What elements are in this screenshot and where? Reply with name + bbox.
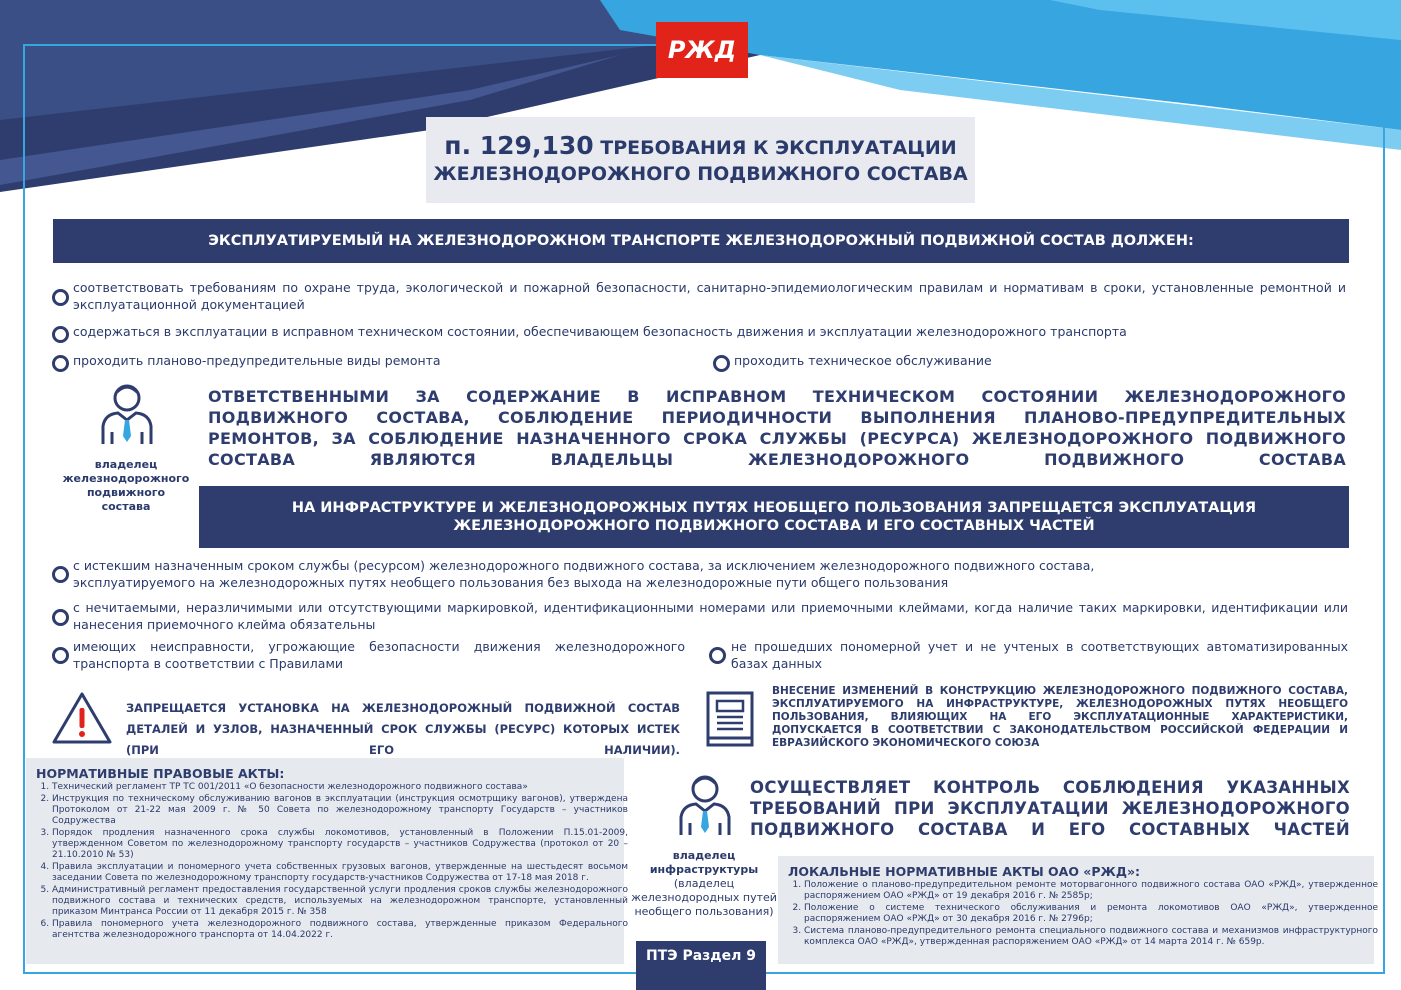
local-act-item: 3. Система планово-предупредительного ремонта специального подвижного состава и механизмов инфраструктурного комплекса ОАО «РЖД», утвержденная распоряжением ОАО «РЖД» от 14 марта 2014 г. № 659р. [804,926,1378,948]
warning-icon [50,690,114,746]
local-act-item: 2. Положение о системе технического обслуживания и ремонта локомотивов ОАО «РЖД», утвержденное распоряжением ОАО «РЖД» от 30 декабря 2016 г. № 2796р; [804,903,1378,925]
legal-acts-box [26,758,628,964]
legal-act-item: 5. Административный регламент предоставления государственной услуги продления сроков службы железнодорожного подвижного состава и технических средств, используемых на железнодорожном транспорте, установленный приказом Минтранса России от 11 декабря 2015 г. № 358 [52,885,628,918]
title-line1-rest: ТРЕБОВАНИЯ К ЭКСПЛУАТАЦИИ [593,137,957,159]
bullet-marker [52,289,69,306]
bullet-marker [52,326,69,343]
infra-owner-caption-bold: владелец инфраструктуры [649,849,759,876]
section2-item-4: не прошедших пономерной учет и не учтеных в соответствующих автоматизированных базах данных [731,639,1348,671]
owner-caption: владелец железнодорожного подвижного состава [62,458,190,513]
section1-item-4: проходить техническое обслуживание [734,353,992,368]
infra-owner-caption-normal: (владелец железнодородных путей необщего пользования) [631,877,777,918]
page-title-line1 [426,131,975,160]
legal-acts-title: НОРМАТИВНЫЕ ПРАВОВЫЕ АКТЫ: [36,766,285,781]
section1-banner [53,219,1349,263]
section2-banner-line1: НА ИНФРАСТРУКТУРЕ И ЖЕЛЕЗНОДОРОЖНЫХ ПУТЯХ НЕОБЩЕГО ПОЛЬЗОВАНИЯ ЗАПРЕЩАЕТСЯ ЭКСПЛУАТАЦИЯ [291,500,1257,516]
section-tag: ПТЭ Раздел 9 [636,941,766,990]
bullet-marker [713,355,730,372]
legal-act-item: 6. Правила пономерного учета железнодорожного подвижного состава, утвержденные приказом Федерального агентства железнодорожного транспорта от 14.04.2022 г. [52,919,628,941]
page-title-line2: ЖЕЛЕЗНОДОРОЖНОГО ПОДВИЖНОГО СОСТАВА [433,163,968,185]
legal-act-item: 3. Порядок продления назначенного срока службы локомотивов, установленный в Положении П.15.01-2009, утвержденном Советом по железнодорожному транспорту государств – участников Содружества (протокол от 20 – 21.10.2010 № 53) [52,828,628,861]
legal-acts-list [38,782,628,942]
logo-text: РЖД [667,36,737,64]
local-acts-title: ЛОКАЛЬНЫЕ НОРМАТИВНЫЕ АКТЫ ОАО «РЖД»: [788,864,1141,879]
bullet-marker [52,355,69,372]
bullet-marker [52,566,69,583]
title-box [426,117,975,203]
section1-item-2: содержаться в эксплуатации в исправном техническом состоянии, обеспечивающем безопасность движения и эксплуатации железнодорожного транспорта [73,324,1127,339]
infra-owner-statement: ОСУЩЕСТВЛЯЕТ КОНТРОЛЬ СОБЛЮДЕНИЯ УКАЗАННЫХ ТРЕБОВАНИЙ ПРИ ЭКСПЛУАТАЦИИ ЖЕЛЕЗНОДОРОЖНОГО ПОДВИЖНОГО СОСТАВА И ЕГО СОСТАВНЫХ ЧАСТЕЙ [750,778,1350,839]
legal-act-item: 4. Правила эксплуатации и пономерного учета собственных грузовых вагонов, утвержденные на шестьдесят восьмом заседании Совета по железнодорожному транспорту государств-участников Содружества от 17-18 мая 2018 г. [52,862,628,884]
title-number: п. 129,130 [444,131,594,160]
changes-text: ВНЕСЕНИЕ ИЗМЕНЕНИЙ В КОНСТРУКЦИЮ ЖЕЛЕЗНОДОРОЖНОГО ПОДВИЖНОГО СОСТАВА, ЭКСПЛУАТИРУЕМОГО НА ИНФРАСТРУКТУРЕ, ЖЕЛЕЗНОДОРОЖНЫХ ПУТЯХ НЕОБЩЕГО ПОЛЬЗОВАНИЯ, ВЛИЯЮЩИХ НА ЕГО ЭКСПЛУАТАЦИОННЫЕ ХАРАКТЕРИСТИКИ, ДОПУСКАЕТСЯ В СООТВЕТСТВИИ С ЗАКОНОДАТЕЛЬСТВОМ РОССИЙСКОЙ ФЕДЕРАЦИИ И ЕВРАЗИЙСКОГО ЭКОНОМИЧЕСКОГО СОЮЗА [772,685,1348,749]
section2-banner-line2: ЖЕЛЕЗНОДОРОЖНОГО ПОДВИЖНОГО СОСТАВА И ЕГО СОСТАВНЫХ ЧАСТЕЙ [453,518,1095,534]
bullet-marker [709,647,726,664]
section2-item-1: с истекшим назначенным сроком службы (ресурсом) железнодорожного подвижного состава, за исключением железнодорожного подвижного состава, эксплуатируемого на железнодорожных путях необщего пользования без выхода на железнодорожные пути общего пользования [73,558,1095,590]
section2-item-2: с нечитаемыми, неразличимыми или отсутствующими маркировкой, идентификационными номерами или приемочными клеймами, когда наличие таких маркировки, идентификации или нанесения приемочного клейма обязательны [73,600,1348,632]
local-acts-box [778,856,1378,964]
infra-owner-caption [630,849,778,919]
bullet-marker [52,609,69,626]
owner-statement: ОТВЕТСТВЕННЫМИ ЗА СОДЕРЖАНИЕ В ИСПРАВНОМ ТЕХНИЧЕСКОМ СОСТОЯНИИ ЖЕЛЕЗНОДОРОЖНОГО ПОДВИЖНОГО СОСТАВА, СОБЛЮДЕНИЕ ПЕРИОДИЧНОСТИ ВЫПОЛНЕНИЯ ПЛАНОВО-ПРЕДУПРЕДИТЕЛЬНЫХ РЕМОНТОВ, ЗА СОБЛЮДЕНИЕ НАЗНАЧЕННОГО СРОКА СЛУЖБЫ (РЕСУРСА) ЖЕЛЕЗНОДОРОЖНОГО ПОДВИЖНОГО СОСТАВА ЯВЛЯЮТСЯ ВЛАДЕЛЬЦЫ ЖЕЛЕЗНОДОРОЖНОГО ПОДВИЖНОГО СОСТАВА [208,387,1346,469]
rzd-logo [656,22,748,78]
document-icon [705,690,755,748]
section1-item-1: соответствовать требованиям по охране труда, экологической и пожарной безопасности, санитарно-эпидемиологическим правилам и нормативам в сроки, установленные ремонтной и эксплуатационной документацией [73,280,1346,312]
section1-item-3: проходить планово-предупредительные виды ремонта [73,353,441,368]
infra-owner-person-icon [678,771,732,837]
person-icon [100,380,154,446]
section2-banner [199,486,1349,548]
legal-act-item: 1. Технический регламент ТР ТС 001/2011 «О безопасности железнодорожного подвижного состава» [52,782,628,793]
warning-text: ЗАПРЕЩАЕТСЯ УСТАНОВКА НА ЖЕЛЕЗНОДОРОЖНЫЙ ПОДВИЖНОЙ СОСТАВ ДЕТАЛЕЙ И УЗЛОВ, НАЗНАЧЕННЫЙ СРОК СЛУЖБЫ (РЕСУРС) КОТОРЫХ ИСТЕК (ПРИ ЕГО НАЛИЧИИ). [126,701,680,757]
legal-act-item: 2. Инструкция по техническому обслуживанию вагонов в эксплуатации (инструкция осмотрщику вагонов), утверждена Протоколом от 21-22 мая 2009 г. № 50 Совета по железнодорожному транспорту Государств – участников Содружества [52,794,628,827]
rzd-logo-icon [656,22,748,78]
local-act-item: 1. Положение о планово-предупредительном ремонте моторвагонного подвижного состава ОАО «РЖД», утвержденное распоряжением ОАО «РЖД» от 19 декабря 2016 г. № 2585р; [804,880,1378,902]
bullet-marker [52,647,69,664]
local-acts-list [790,880,1378,949]
section2-item-3: имеющих неисправности, угрожающие безопасности движения железнодорожного транспорта в соответствии с Правилами [73,639,685,671]
section1-banner-text: ЭКСПЛУАТИРУЕМЫЙ НА ЖЕЛЕЗНОДОРОЖНОМ ТРАНСПОРТЕ ЖЕЛЕЗНОДОРОЖНЫЙ ПОДВИЖНОЙ СОСТАВ ДОЛЖЕН: [208,233,1194,249]
